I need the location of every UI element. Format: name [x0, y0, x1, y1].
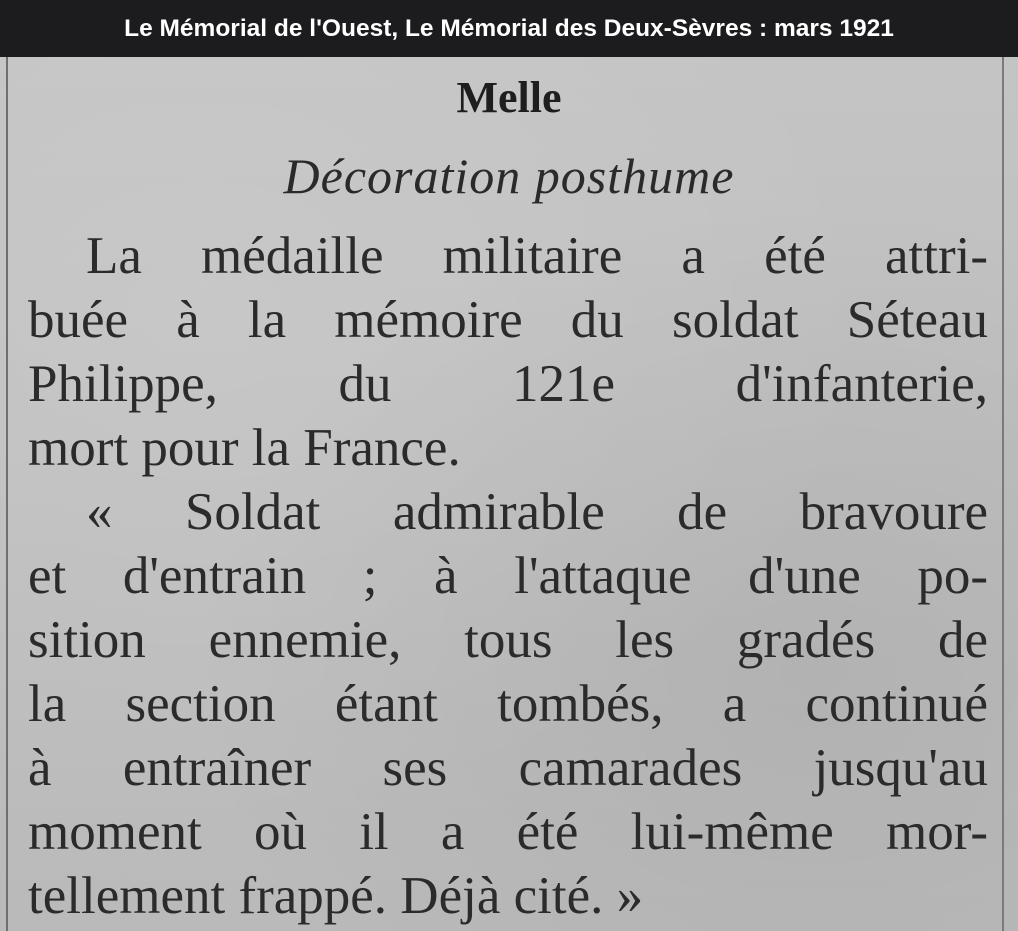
article-line: Philippe, du 121e d'infanterie,	[28, 355, 988, 413]
article-line: buée à la mémoire du soldat Séteau	[28, 291, 988, 349]
image-caption: Le Mémorial de l'Ouest, Le Mémorial des Deux-Sèvres : mars 1921	[0, 0, 1018, 57]
article-line: la section étant tombés, a continué	[28, 675, 988, 733]
article-subheading: Décoration posthume	[283, 148, 735, 204]
newspaper-clipping	[0, 57, 1018, 931]
article-line: et d'entrain ; à l'attaque d'une po-	[28, 547, 988, 605]
article-line: « Soldat admirable de bravoure	[86, 483, 988, 541]
article-heading: Melle	[456, 73, 562, 122]
article-line: sition ennemie, tous les gradés de	[28, 611, 988, 669]
article-line: La médaille militaire a été attri-	[86, 227, 988, 285]
article-line: tellement frappé. Déjà cité. »	[28, 867, 644, 925]
article-line: mort pour la France.	[28, 419, 461, 477]
article-line: à entraîner ses camarades jusqu'au	[28, 739, 988, 797]
article-line: moment où il a été lui-même mor-	[28, 803, 988, 861]
